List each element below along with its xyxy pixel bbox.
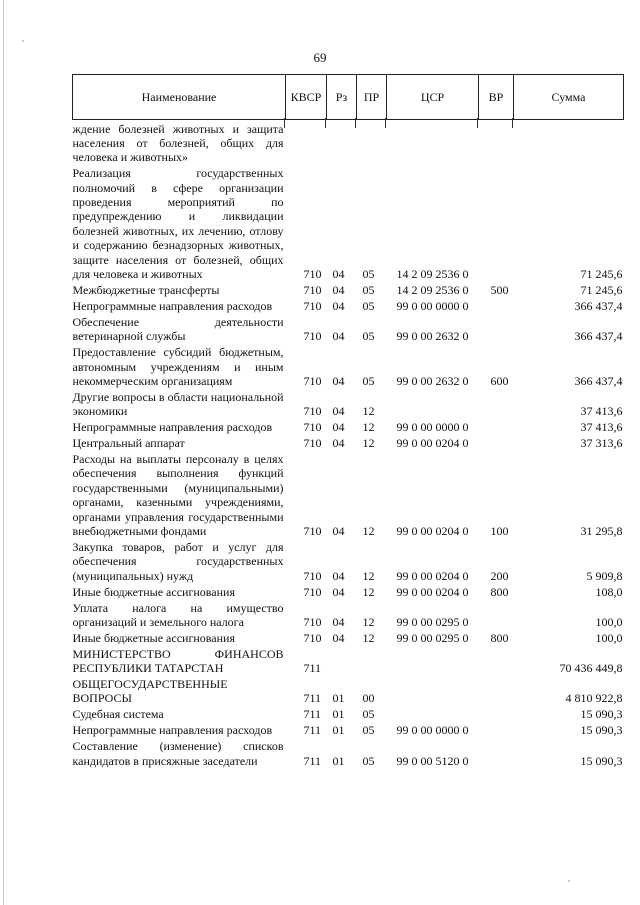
header-vr: ВР	[479, 75, 514, 120]
cell-kvsr: 710	[303, 584, 322, 599]
cell-rz: 04	[332, 373, 345, 388]
cell-sum: 15 090,3	[580, 753, 623, 768]
cell-kvsr: 711	[303, 723, 322, 738]
cell-kvsr: 710	[303, 630, 322, 645]
cell-vr	[479, 165, 514, 282]
cell-pr	[357, 120, 387, 165]
cell-vr: 600	[490, 373, 509, 388]
cell-vr: 800	[490, 584, 509, 599]
cell-kvsr: 710	[303, 373, 322, 388]
cell-vr: 800	[490, 630, 509, 645]
cell-sum: 15 090,3	[580, 723, 623, 738]
table-row	[73, 738, 624, 768]
cell-kvsr	[286, 120, 327, 165]
cell-csr: 14 2 09 2536 0	[396, 282, 469, 297]
table-row	[73, 676, 624, 706]
cell-rz: 04	[332, 523, 345, 538]
column-divider	[325, 118, 326, 128]
cell-name: Непрограммные направления расходов	[72, 723, 273, 738]
cell-name: Обеспечение деятельности ветеринарной службы	[72, 314, 284, 344]
cell-pr: 05	[362, 707, 375, 722]
table-row	[73, 450, 624, 538]
cell-kvsr: 710	[303, 282, 322, 297]
cell-rz	[327, 120, 357, 165]
header-sum: Сумма	[514, 75, 624, 120]
cell-sum: 37 413,6	[580, 420, 623, 435]
cell-name: ждение болезней животных и защита населения от болезней, общих для человека и животных»	[72, 121, 284, 165]
cell-vr	[479, 388, 514, 418]
cell-name: Межбюджетные трансферты	[72, 282, 220, 297]
table-row	[73, 419, 624, 435]
cell-rz: 04	[332, 584, 345, 599]
table-row	[73, 645, 624, 675]
cell-pr: 05	[362, 373, 375, 388]
cell-pr: 05	[362, 298, 375, 313]
cell-rz: 04	[332, 614, 345, 629]
cell-sum: 100,0	[595, 614, 623, 629]
table-row	[73, 165, 624, 282]
cell-sum: 366 437,4	[574, 373, 623, 388]
cell-name: Иные бюджетные ассигнования	[72, 630, 235, 645]
table-row	[73, 722, 624, 738]
cell-sum: 31 295,8	[580, 523, 623, 538]
cell-pr: 12	[362, 630, 375, 645]
column-divider	[284, 118, 285, 128]
cell-rz: 04	[332, 267, 345, 282]
cell-vr	[479, 706, 514, 722]
cell-name: Уплата налога на имущество организаций и земельного налога	[72, 600, 284, 629]
cell-name: Другие вопросы в области национальной экономики	[72, 389, 284, 419]
cell-kvsr: 711	[303, 707, 322, 722]
cell-csr: 99 0 00 0000 0	[396, 298, 469, 313]
cell-sum: 15 090,3	[580, 707, 623, 722]
table-row	[73, 706, 624, 722]
cell-name: Иные бюджетные ассигнования	[72, 584, 235, 599]
cell-vr	[479, 313, 514, 343]
cell-kvsr: 711	[303, 661, 322, 676]
cell-sum: 366 437,4	[574, 329, 623, 344]
cell-pr: 12	[362, 568, 375, 583]
cell-vr	[479, 419, 514, 435]
cell-pr: 12	[362, 584, 375, 599]
cell-kvsr: 710	[303, 420, 322, 435]
cell-pr: 05	[362, 282, 375, 297]
table-row	[73, 538, 624, 583]
table-row	[73, 435, 624, 451]
cell-name: Непрограммные направления расходов	[72, 420, 273, 435]
cell-pr: 05	[362, 723, 375, 738]
cell-pr: 12	[362, 404, 375, 419]
cell-vr	[479, 676, 514, 706]
cell-csr: 99 0 00 0204 0	[396, 436, 469, 451]
cell-name: Центральный аппарат	[72, 436, 185, 451]
cell-rz: 01	[332, 707, 345, 722]
column-divider	[477, 118, 478, 128]
table-header-row	[73, 75, 624, 120]
table-row	[73, 388, 624, 418]
cell-pr: 12	[362, 420, 375, 435]
cell-name: ОБЩЕГОСУДАРСТВЕННЫЕ ВОПРОСЫ	[72, 677, 228, 706]
cell-rz: 04	[332, 420, 345, 435]
header-pr: ПР	[357, 75, 387, 120]
table-row	[73, 313, 624, 343]
cell-rz: 01	[332, 723, 345, 738]
cell-rz: 04	[332, 329, 345, 344]
cell-vr	[479, 435, 514, 451]
page-number: 69	[313, 50, 327, 65]
cell-sum: 5 909,8	[586, 568, 623, 583]
cell-kvsr: 710	[303, 404, 322, 419]
cell-kvsr: 710	[303, 614, 322, 629]
cell-csr: 14 2 09 2536 0	[396, 267, 469, 282]
scan-speck	[22, 40, 24, 42]
cell-kvsr: 710	[303, 523, 322, 538]
cell-csr: 99 0 00 0295 0	[396, 614, 469, 629]
cell-rz: 04	[332, 436, 345, 451]
cell-csr: 99 0 00 2632 0	[396, 329, 469, 344]
cell-pr: 05	[362, 329, 375, 344]
cell-csr	[387, 645, 479, 675]
cell-sum: 100,0	[595, 630, 623, 645]
cell-pr	[357, 645, 387, 675]
table-row	[73, 583, 624, 599]
table-row	[73, 599, 624, 629]
cell-pr: 05	[362, 267, 375, 282]
cell-sum: 108,0	[595, 584, 623, 599]
cell-vr	[479, 297, 514, 313]
cell-name: Реализация государственных полномочий в сфере организации проведения мероприятий по предупреждению и ликвидации болезней животных, их лечению, отлову и содержанию безнадзорных животных, защите населения от болезней, общих для человека и животных	[72, 166, 284, 282]
cell-sum	[514, 120, 624, 165]
cell-rz: 04	[332, 404, 345, 419]
scan-speck	[568, 880, 570, 882]
cell-name: Закупка товаров, работ и услуг для обеспечения государственных (муниципальных) нужд	[72, 539, 284, 583]
scan-edge-line	[3, 0, 4, 905]
cell-sum: 71 245,6	[580, 267, 623, 282]
cell-kvsr: 710	[303, 568, 322, 583]
table-row	[73, 120, 624, 165]
cell-name: Непрограммные направления расходов	[72, 298, 273, 313]
cell-vr: 100	[490, 523, 509, 538]
table-row	[73, 281, 624, 297]
table-row	[73, 629, 624, 645]
table-row	[73, 297, 624, 313]
cell-vr	[479, 722, 514, 738]
cell-csr	[387, 120, 479, 165]
cell-name: Судебная система	[72, 707, 164, 722]
cell-sum: 71 245,6	[580, 282, 623, 297]
cell-csr: 99 0 00 0204 0	[396, 584, 469, 599]
cell-kvsr: 711	[303, 691, 322, 706]
cell-vr: 500	[490, 282, 509, 297]
cell-vr	[479, 599, 514, 629]
cell-pr: 12	[362, 614, 375, 629]
header-name: Наименование	[73, 75, 286, 120]
cell-kvsr: 711	[303, 753, 322, 768]
cell-sum: 366 437,4	[574, 298, 623, 313]
column-divider	[355, 118, 356, 128]
cell-name: Расходы на выплаты персоналу в целях обеспечения выполнения функций государственными (муниципальными) органами, казенными учреждениями, органами управления государственными внебюджетными фондами	[72, 451, 284, 538]
cell-csr: 99 0 00 0000 0	[396, 420, 469, 435]
cell-csr: 99 0 00 0204 0	[396, 523, 469, 538]
cell-rz: 01	[332, 691, 345, 706]
cell-vr	[479, 120, 514, 165]
cell-kvsr: 710	[303, 267, 322, 282]
cell-csr: 99 0 00 0295 0	[396, 630, 469, 645]
cell-csr: 99 0 00 0204 0	[396, 568, 469, 583]
cell-sum: 70 436 449,8	[559, 661, 623, 676]
cell-kvsr: 710	[303, 436, 322, 451]
cell-csr	[387, 676, 479, 706]
header-rz: Рз	[327, 75, 357, 120]
table-row	[73, 344, 624, 389]
cell-kvsr: 710	[303, 329, 322, 344]
cell-name: Предоставление субсидий бюджетным, автономным учреждениям и иным некоммерческим организациям	[72, 345, 284, 388]
cell-rz: 04	[332, 298, 345, 313]
budget-table	[72, 74, 624, 768]
cell-pr: 12	[362, 523, 375, 538]
cell-vr	[479, 738, 514, 768]
cell-sum: 37 313,6	[580, 436, 623, 451]
cell-rz	[327, 645, 357, 675]
header-csr: ЦСР	[387, 75, 479, 120]
cell-csr: 99 0 00 5120 0	[396, 753, 469, 768]
cell-sum: 4 810 922,8	[565, 691, 623, 706]
cell-pr: 05	[362, 753, 375, 768]
cell-name: МИНИСТЕРСТВО ФИНАНСОВ РЕСПУБЛИКИ ТАТАРСТАН	[72, 646, 284, 676]
cell-vr	[479, 645, 514, 675]
cell-rz: 01	[332, 753, 345, 768]
cell-vr: 200	[490, 568, 509, 583]
column-divider	[385, 118, 386, 128]
cell-rz: 04	[332, 630, 345, 645]
cell-pr: 00	[362, 691, 375, 706]
cell-csr: 99 0 00 0000 0	[396, 723, 469, 738]
cell-csr	[387, 388, 479, 418]
cell-rz: 04	[332, 282, 345, 297]
cell-rz: 04	[332, 568, 345, 583]
column-divider	[512, 118, 513, 128]
cell-sum: 37 413,6	[580, 404, 623, 419]
header-kvsr: КВСР	[286, 75, 327, 120]
cell-name: Составление (изменение) списков кандидатов в присяжные заседатели	[72, 739, 284, 768]
table-body	[73, 120, 624, 768]
cell-csr	[387, 706, 479, 722]
cell-csr: 99 0 00 2632 0	[396, 373, 469, 388]
cell-pr: 12	[362, 436, 375, 451]
cell-kvsr: 710	[303, 298, 322, 313]
